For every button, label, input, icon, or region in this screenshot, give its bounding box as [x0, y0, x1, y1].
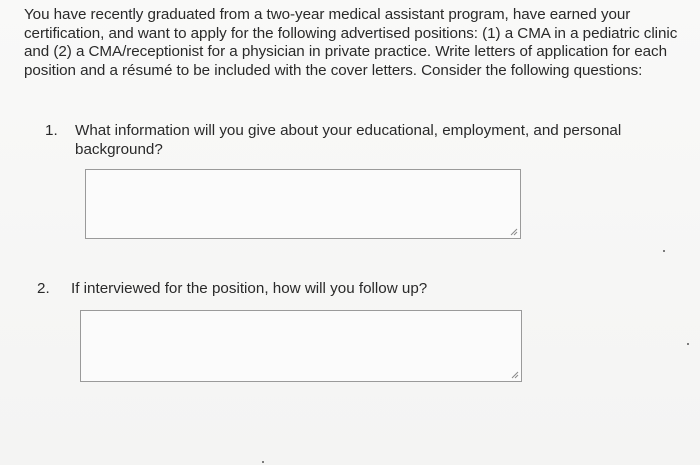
question-2-text: If interviewed for the position, how will you follow up?: [71, 280, 428, 297]
answer-input-1[interactable]: [85, 169, 521, 239]
intro-paragraph: You have recently graduated from a two-year medical assistant program, have earned your certification, and want to apply for the following advertised positions: (1) a CMA in a pediatric clinic and (2) a CMA/receptionist for a physician in private practice. Write letters of application for each position and a résumé to be included with the cover letters. Consider the following questions:: [24, 6, 678, 79]
answer-input-2[interactable]: [80, 310, 522, 382]
speck-mark: [663, 250, 665, 252]
speck-mark: [687, 343, 689, 345]
question-1-number: 1.: [45, 122, 58, 139]
question-1-text: What information will you give about your educational, employment, and personal background?: [75, 122, 622, 158]
question-2-number: 2.: [37, 280, 50, 297]
speck-mark: [262, 461, 264, 463]
resize-grip-icon[interactable]: [510, 228, 518, 236]
resize-grip-icon[interactable]: [511, 371, 519, 379]
